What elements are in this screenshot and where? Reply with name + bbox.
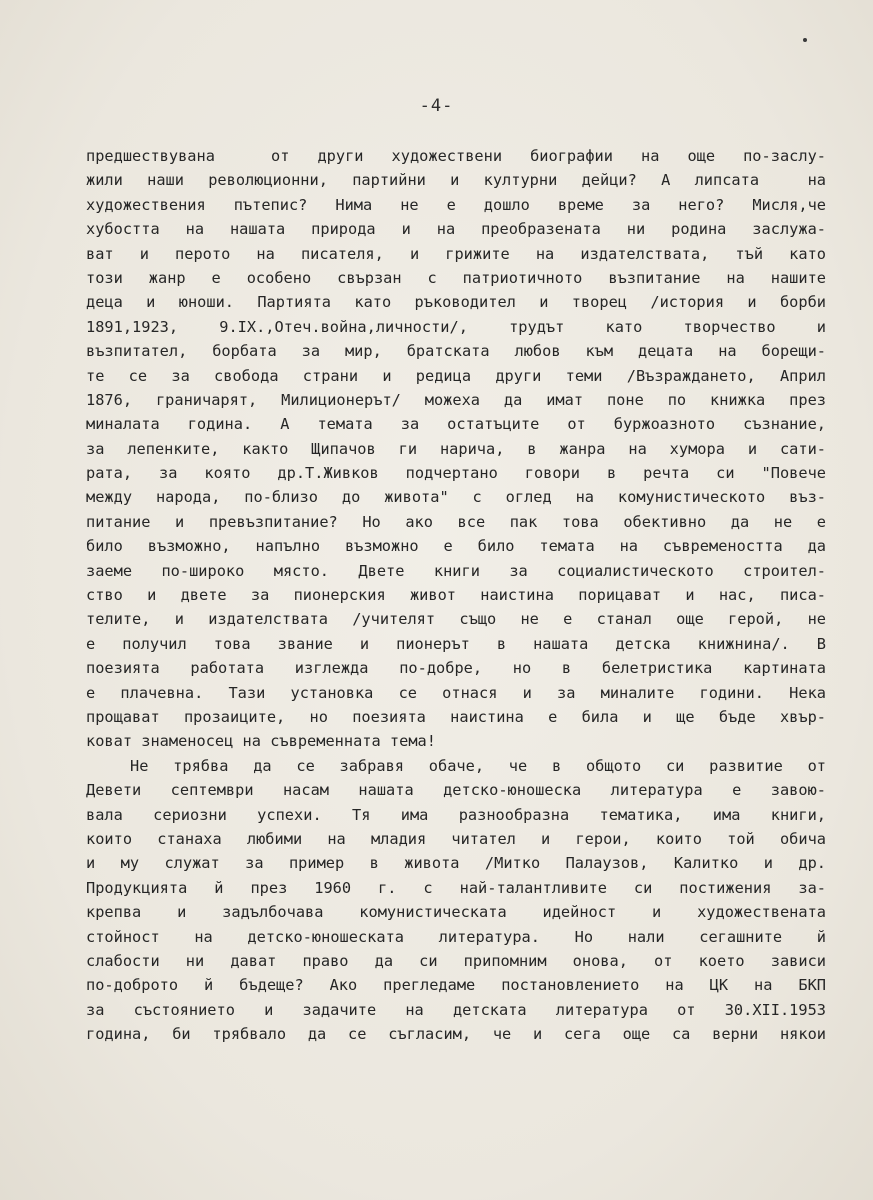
- text-line: поезията работата изглежда по-добре, но в белетристика картината: [86, 659, 826, 678]
- text-line: художествения пътепис? Нима не е дошло време за него? Мисля,че: [86, 195, 826, 214]
- text-line: крепва и задълбочава комунистическата идейност и художествената: [86, 903, 826, 922]
- text-line: този жанр е особено свързан с патриотичното възпитание на нашите: [86, 268, 826, 287]
- text-line: ство и двете за пионерския живот наистина порицават и нас, писа-: [86, 586, 826, 605]
- text-line: питание и превъзпитание? Но ако все пак това обективно да не е: [86, 512, 826, 531]
- paragraph-first-line: Не трябва да се забравя обаче, че в общото си развитие от: [130, 756, 826, 775]
- text-line: 1891,1923, 9.IX.,Отеч.война,личности/, трудът като творчество и: [86, 317, 826, 336]
- body-text: [86, 144, 826, 1046]
- text-line: Девети септември насам нашата детско-юношеска литература е завою-: [86, 781, 826, 800]
- text-line: по-доброто й бъдеще? Ако прегледаме постановлението на ЦК на БКП: [86, 976, 826, 995]
- text-line: предшествувана от други художествени биографии на още по-заслу-: [86, 147, 826, 165]
- text-line: вала сериозни успехи. Тя има разнообразна тематика, има книги,: [86, 805, 826, 824]
- text-line: възпитател, борбата за мир, братската любов към децата на борещи-: [86, 342, 826, 361]
- text-line: за състоянието и задачите на детската литература от 30.XII.1953: [86, 1000, 826, 1019]
- text-line: прощават прозаиците, но поезията наистина е била и ще бъде хвър-: [86, 707, 826, 726]
- ink-speck: [803, 38, 807, 42]
- text-line: ват и перото на писателя, и грижите на издателствата, тъй като: [86, 244, 826, 263]
- text-line: 1876, граничарят, Милиционерът/ можеха да имат поне по книжка през: [86, 390, 826, 409]
- page-number: -4-: [419, 96, 454, 116]
- text-line: слабости ни дават право да си припомним онова, от което зависи: [86, 951, 826, 970]
- text-line: които станаха любими на младия читател и герои, които той обича: [86, 829, 826, 848]
- text-line: деца и юноши. Партията като ръководител и творец /история и борби: [86, 293, 826, 312]
- text-line: е получил това звание и пионерът в нашата детска книжнина/. В: [86, 634, 826, 653]
- text-line: е плачевна. Тази установка се отнася и за миналите години. Нека: [86, 683, 826, 702]
- text-line: миналата година. А темата за остатъците от буржоазното съзнание,: [86, 415, 826, 434]
- text-line: жили наши революционни, партийни и културни дейци? А липсата на: [86, 171, 826, 190]
- text-line: коват знаменосец на съвременната тема!: [86, 732, 436, 751]
- text-line: стойност на детско-юношеската литература. Но нали сегашните й: [86, 927, 826, 946]
- text-line: заеме по-широко място. Двете книги за социалистическото строител-: [86, 561, 826, 580]
- text-line: между народа, по-близо до живота" с оглед на комунистическото въз-: [86, 488, 826, 507]
- text-line: те се за свобода страни и редица други теми /Възраждането, Април: [86, 366, 826, 385]
- text-line: година, би трябвало да се съгласим, че и сега още са верни някои: [86, 1025, 826, 1044]
- text-line: телите, и издателствата /учителят също не е станал още герой, не: [86, 610, 826, 629]
- text-line: и му служат за пример в живота /Митко Палаузов, Калитко и др.: [86, 854, 826, 873]
- text-line: хубостта на нашата природа и на преобразената ни родина заслужа-: [86, 220, 826, 239]
- text-line: Продукцията й през 1960 г. с най-талантливите си постижения за-: [86, 878, 826, 897]
- text-line: рата, за която др.Т.Живков подчертано говори в речта си "Повече: [86, 464, 826, 483]
- text-line: било възможно, напълно възможно е било темата на съвремеността да: [86, 537, 826, 556]
- text-line: за лепенките, както Щипачов ги нарича, в жанра на хумора и сати-: [86, 439, 826, 458]
